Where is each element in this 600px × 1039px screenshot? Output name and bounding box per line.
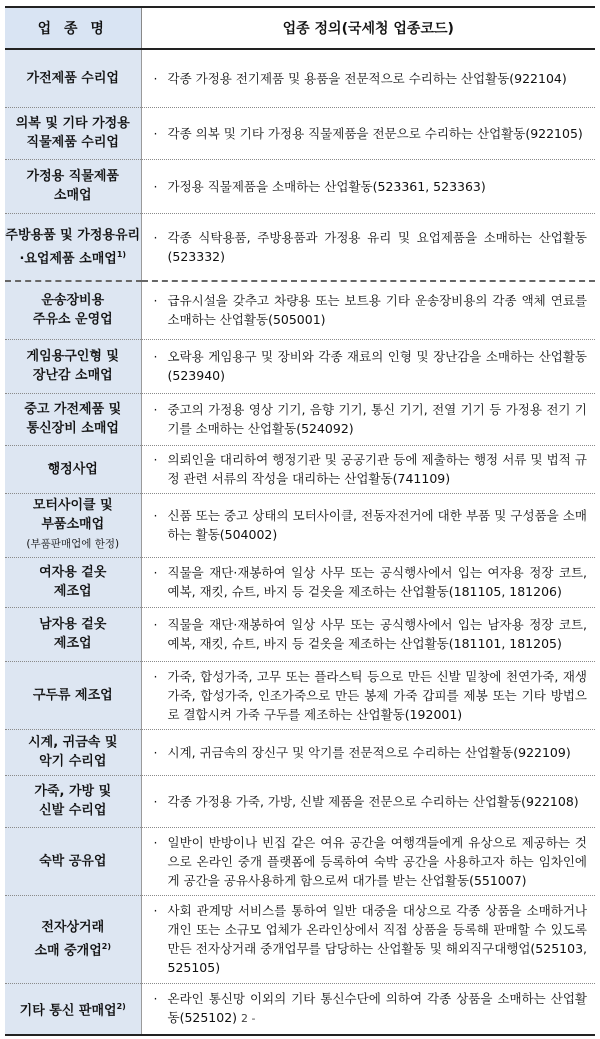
table-row — [5, 729, 595, 775]
industry-name: 시계, 귀금속 및 악기 수리업 — [5, 729, 141, 775]
industry-name: 중고 가전제품 및 통신장비 소매업 — [5, 393, 141, 445]
table-row — [5, 393, 595, 445]
table-row — [5, 661, 595, 729]
industry-name: 남자용 겉옷 제조업 — [5, 607, 141, 661]
industry-name: 전자상거래 소매 중개업$^{2)}$ — [5, 895, 141, 983]
footnote-marker: 2) — [101, 941, 112, 951]
table-row — [5, 339, 595, 393]
industry-name: 운송장비용 주유소 운영업 — [5, 281, 141, 339]
industry-definition: · 신품 또는 중고 상태의 모터사이클, 전동자전거에 대한 부품 및 구성품을 소매하는 활동(504002) — [141, 493, 595, 557]
industry-definition: · 가정용 직물제품을 소매하는 산업활동(523361, 523363) — [141, 159, 595, 213]
table-row — [5, 445, 595, 493]
industry-definition: · 오락용 게임용구 및 장비와 각종 재료의 인형 및 장난감을 소매하는 산업활동(523940) — [141, 339, 595, 393]
industry-definition: · 직물을 재단·재봉하여 일상 사무 또는 공식행사에서 입는 남자용 정장 코트, 예복, 재킷, 슈트, 바지 등 겉옷을 제조하는 산업활동(181101, 181205) — [141, 607, 595, 661]
industry-definition: · 일반이 반방이나 빈집 같은 여유 공간을 여행객들에게 유상으로 제공하는 것으로 온라인 중개 플랫폼에 등록하여 숙박 공간을 사용하고자 하는 임차인에게 공간을 공유사용하게 함으로써 대가를 받는 산업활동(551007) — [141, 827, 595, 895]
industry-definition: · 각종 가정용 가죽, 가방, 신발 제품을 전문으로 수리하는 산업활동(922108) — [141, 775, 595, 827]
industry-name: 모터사이클 및 부품소매업 (부품판매업에 한정) — [5, 493, 141, 557]
footnote-marker: 1) — [116, 249, 127, 259]
industry-name: 의복 및 기타 가정용 직물제품 수리업 — [5, 107, 141, 159]
table-header-row — [5, 7, 595, 49]
header-industry-definition: 업종 정의(국세청 업종코드) — [141, 7, 595, 49]
industry-definition: · 사회 관계망 서비스를 통하여 일반 대중을 대상으로 각종 상품을 소매하거나 개인 또는 소규모 업체가 온라인상에서 직접 상품을 등록해 판매할 수 있도록 만든 전자상거래 중개업무를 담당하는 산업활동 및 해외직구대행업(525103, 525105) — [141, 895, 595, 983]
table-row — [5, 159, 595, 213]
industry-definition: · 각종 가정용 전기제품 및 용품을 전문적으로 수리하는 산업활동(922104) — [141, 49, 595, 107]
industry-name: 게임용구인형 및 장난감 소매업 — [5, 339, 141, 393]
table-row — [5, 557, 595, 607]
industry-definition: · 급유시설을 갖추고 차량용 또는 보트용 기타 운송장비용의 각종 액체 연료를 소매하는 산업활동(505001) — [141, 281, 595, 339]
industry-definition: · 각종 식탁용품, 주방용품과 가정용 유리 및 요업제품을 소매하는 산업활동(523332) — [141, 213, 595, 281]
table-row — [5, 895, 595, 983]
page-number: 2 - — [241, 1012, 256, 1026]
industry-table-wrapper — [5, 6, 595, 1036]
industry-definition: · 온라인 통신망 이외의 기타 통신수단에 의하여 각종 상품을 소매하는 산업활동(525102) 2 - — [141, 983, 595, 1035]
industry-name: 가죽, 가방 및 신발 수리업 — [5, 775, 141, 827]
industry-name: 행정사업 — [5, 445, 141, 493]
footnote-marker: 2) — [116, 1002, 126, 1012]
industry-definition: · 가죽, 합성가죽, 고무 또는 플라스틱 등으로 만든 신발 밑창에 천연가죽, 재생가죽, 합성가죽, 인조가죽으로 만든 봉제 가죽 갑피를 제봉 또는 기타 방법으로 결합시켜 가죽 구두를 제조하는 산업활동(192001) — [141, 661, 595, 729]
table-row — [5, 213, 595, 281]
industry-definition: · 중고의 가정용 영상 기기, 음향 기기, 통신 기기, 전열 기기 등 가정용 전기 기기를 소매하는 산업활동(524092) — [141, 393, 595, 445]
table-row — [5, 827, 595, 895]
header-industry-name: 업 종 명 — [5, 7, 141, 49]
table-row — [5, 607, 595, 661]
industry-name: 여자용 겉옷 제조업 — [5, 557, 141, 607]
table-row — [5, 49, 595, 107]
industry-name: 숙박 공유업 — [5, 827, 141, 895]
industry-name: 가정용 직물제품 소매업 — [5, 159, 141, 213]
table-row — [5, 775, 595, 827]
table-row — [5, 107, 595, 159]
table-row — [5, 983, 595, 1035]
industry-name: 주방용품 및 가정용유리 ·요업제품 소매업$^{1)}$ — [5, 213, 141, 281]
industry-definition: · 의뢰인을 대리하여 행정기관 및 공공기관 등에 제출하는 행정 서류 및 법적 규정 관련 서류의 작성을 대리하는 산업활동(741109) — [141, 445, 595, 493]
industry-definition-table — [5, 6, 595, 1036]
industry-definition: · 각종 의복 및 기타 가정용 직물제품을 전문으로 수리하는 산업활동(922105) — [141, 107, 595, 159]
industry-name: 기타 통신 판매업$^{2)}$ — [5, 983, 141, 1035]
industry-name-note: (부품판매업에 한정) — [26, 538, 120, 550]
table-row — [5, 493, 595, 557]
table-row — [5, 281, 595, 339]
industry-name: 구두류 제조업 — [5, 661, 141, 729]
industry-definition: · 시계, 귀금속의 장신구 및 악기를 전문적으로 수리하는 산업활동(922109) — [141, 729, 595, 775]
industry-definition: · 직물을 재단·재봉하여 일상 사무 또는 공식행사에서 입는 여자용 정장 코트, 예복, 재킷, 슈트, 바지 등 겉옷을 제조하는 산업활동(181105, 181206) — [141, 557, 595, 607]
industry-name: 가전제품 수리업 — [5, 49, 141, 107]
